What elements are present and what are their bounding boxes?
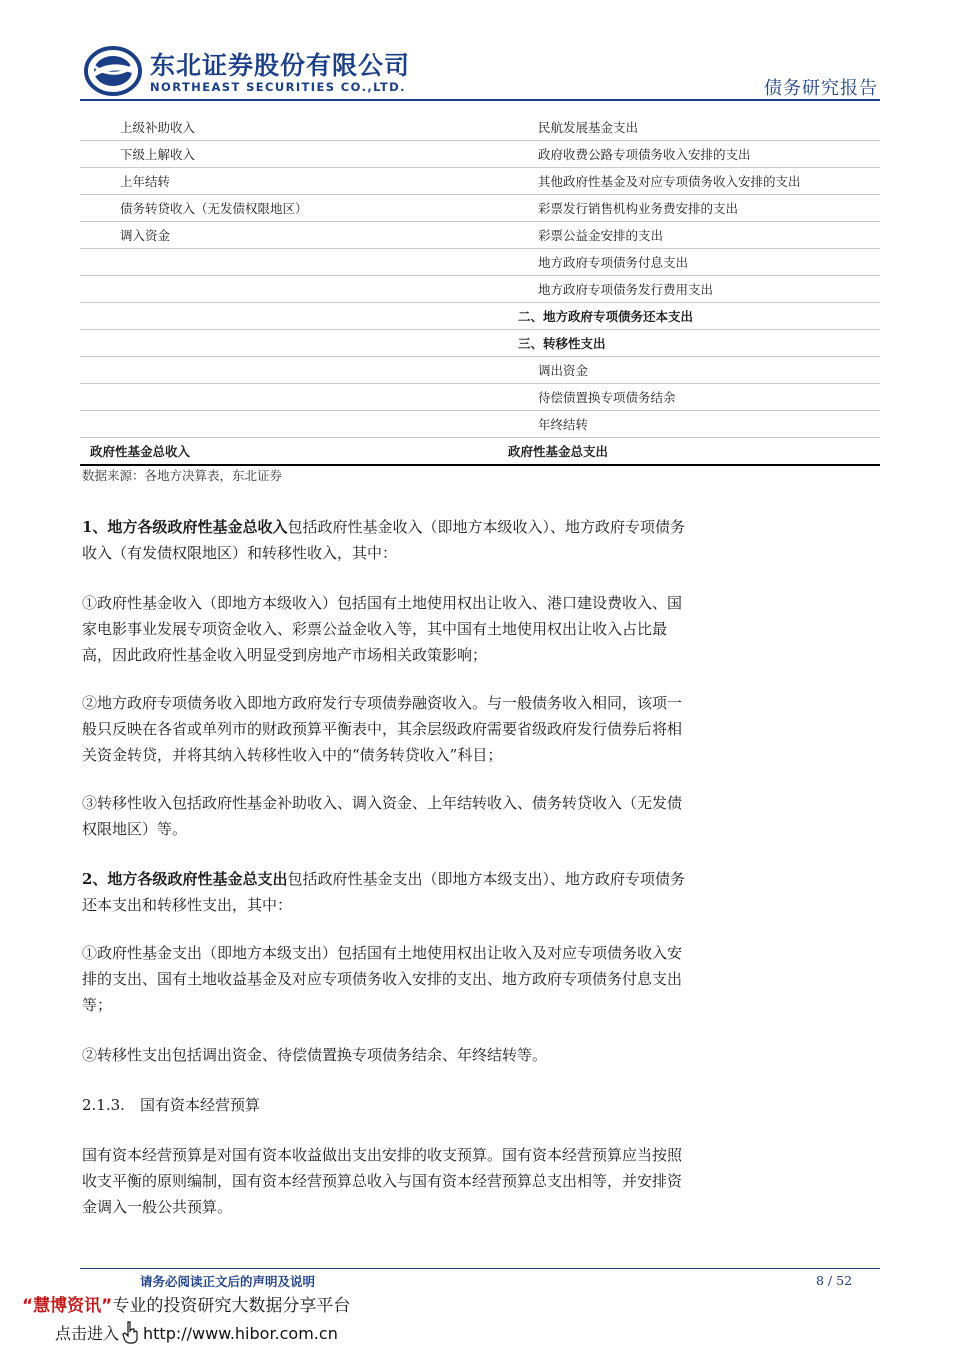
paragraph-lead: 1、地方各级政府性基金总收入	[82, 518, 288, 536]
expense-item-cell: 三、转移性支出	[508, 330, 880, 357]
income-item-cell	[80, 384, 508, 411]
northeast-securities-logo-icon	[84, 46, 142, 96]
table-row	[80, 411, 880, 438]
report-type: 债务研究报告	[764, 78, 878, 99]
page-number: 8 / 52	[816, 1273, 853, 1288]
table-row	[80, 276, 880, 303]
paragraph-transfer-income: ③转移性收入包括政府性基金补助收入、调入资金、上年结转收入、债务转贷收入（无发债权限地区）等。	[82, 794, 683, 838]
promo-text: 专业的投资研究大数据分享平台	[112, 1296, 351, 1316]
expense-item-cell: 政府收费公路专项债务收入安排的支出	[508, 141, 880, 168]
paragraph-special-debt-income: ②地方政府专项债务收入即地方政府发行专项债券融资收入。与一般债务收入相同，该项一般只反映在各省或单列市的财政预算平衡表中，其余层级政府需要省级政府发行债券后将相关资金转贷，并将其纳入转移性收入中的“债务转贷收入”科目；	[82, 694, 683, 764]
table-row	[80, 249, 880, 276]
fund-table-body	[80, 114, 880, 438]
expense-item-cell: 年终结转	[508, 411, 880, 438]
paragraph-text: 包括政府性基金收入（即地方本级收入）、地方政府专项债务收入（有发债权限地区）和转移性收入，其中：	[82, 518, 685, 562]
promo-link-row[interactable]	[55, 1320, 338, 1344]
paragraph-text: 包括政府性基金支出（即地方本级支出）、地方政府专项债务还本支出和转移性支出，其中：	[82, 870, 685, 914]
income-item-cell: 调入资金	[80, 222, 508, 249]
paragraph-total-expense	[82, 866, 694, 918]
promo-banner	[22, 1291, 350, 1316]
expense-item-cell: 二、地方政府专项债务还本支出	[508, 303, 880, 330]
table-row	[80, 357, 880, 384]
promo-brand: “慧博资讯”	[22, 1296, 113, 1316]
section-heading	[82, 1092, 260, 1118]
pointing-hand-icon	[121, 1320, 141, 1344]
expense-item-cell: 地方政府专项债务发行费用支出	[508, 276, 880, 303]
income-item-cell	[80, 303, 508, 330]
promo-link[interactable]: http://www.hibor.com.cn	[143, 1324, 338, 1343]
income-item-cell	[80, 330, 508, 357]
page-header	[0, 0, 960, 115]
income-item-cell	[80, 276, 508, 303]
income-item-cell	[80, 357, 508, 384]
expense-item-cell: 彩票发行销售机构业务费安排的支出	[508, 195, 880, 222]
company-name-en: NORTHEAST SECURITIES CO.,LTD.	[150, 80, 406, 94]
footer-divider	[80, 1268, 880, 1269]
table-total-row	[80, 438, 880, 466]
paragraph-state-capital-budget: 国有资本经营预算是对国有资本收益做出支出安排的收支预算。国有资本经营预算应当按照收支平衡的原则编制，国有资本经营预算总收入与国有资本经营预算总支出相等，并安排资金调入一般公共预算。	[82, 1146, 683, 1216]
table-row	[80, 114, 880, 141]
total-income-cell: 政府性基金总收入	[80, 438, 508, 466]
table-row	[80, 168, 880, 195]
expense-item-cell: 地方政府专项债务付息支出	[508, 249, 880, 276]
section-number: 2.1.3.	[82, 1096, 125, 1114]
section-title: 国有资本经营预算	[140, 1096, 261, 1114]
income-item-cell: 上年结转	[80, 168, 508, 195]
table-row	[80, 141, 880, 168]
table-row	[80, 384, 880, 411]
income-item-cell	[80, 249, 508, 276]
paragraph-fund-expense: ①政府性基金支出（即地方本级支出）包括国有土地使用权出让收入及对应专项债务收入安排的支出、国有土地收益基金及对应专项债务收入安排的支出、地方政府专项债务付息支出等；	[82, 944, 683, 1014]
paragraph-lead: 2、地方各级政府性基金总支出	[82, 870, 288, 888]
income-item-cell	[80, 411, 508, 438]
paragraph-total-income	[82, 514, 694, 566]
table-row	[80, 330, 880, 357]
expense-item-cell: 民航发展基金支出	[508, 114, 880, 141]
table-row	[80, 195, 880, 222]
fund-budget-table	[80, 114, 880, 466]
paragraph-fund-income: ①政府性基金收入（即地方本级收入）包括国有土地使用权出让收入、港口建设费收入、国家电影事业发展专项资金收入、彩票公益金收入等，其中国有土地使用权出让收入占比最高，因此政府性基金收入明显受到房地产市场相关政策影响；	[82, 594, 683, 664]
expense-item-cell: 其他政府性基金及对应专项债务收入安排的支出	[508, 168, 880, 195]
income-item-cell: 债务转贷收入（无发债权限地区）	[80, 195, 508, 222]
expense-item-cell: 待偿债置换专项债务结余	[508, 384, 880, 411]
total-expense-cell: 政府性基金总支出	[508, 438, 880, 466]
disclaimer-note: 请务必阅读正文后的声明及说明	[140, 1274, 316, 1289]
header-divider	[80, 99, 880, 101]
expense-item-cell: 调出资金	[508, 357, 880, 384]
link-prefix: 点击进入	[55, 1324, 120, 1343]
company-name-cn: 东北证券股份有限公司	[150, 51, 411, 80]
income-item-cell: 上级补助收入	[80, 114, 508, 141]
table-source: 数据来源：各地方决算表，东北证券	[82, 468, 283, 483]
table-row	[80, 222, 880, 249]
paragraph-transfer-expense: ②转移性支出包括调出资金、待偿债置换专项债务结余、年终结转等。	[82, 1046, 548, 1064]
expense-item-cell: 彩票公益金安排的支出	[508, 222, 880, 249]
table-row	[80, 303, 880, 330]
income-item-cell: 下级上解收入	[80, 141, 508, 168]
